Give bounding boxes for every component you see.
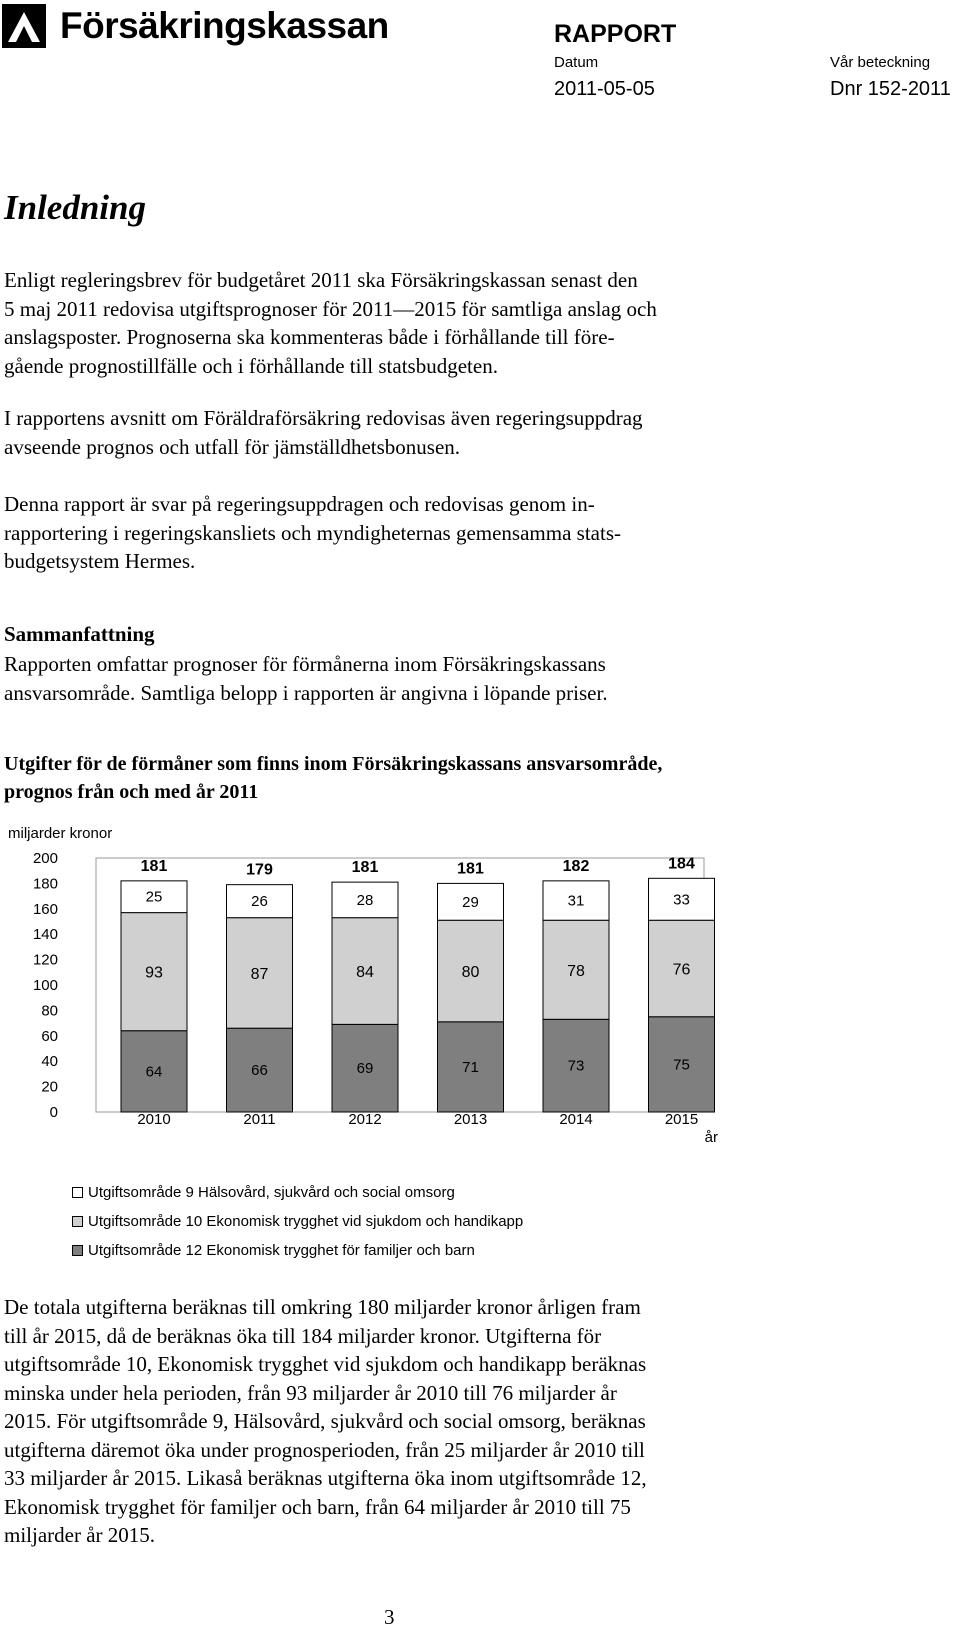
text-line: 33 miljarder år 2015. Likaså beräknas utgifterna öka inom utgiftsområde 12, xyxy=(4,1466,647,1490)
y-tick-label: 140 xyxy=(32,926,58,944)
bar-value-label: 71 xyxy=(462,1058,479,1076)
x-tick-label: 2015 xyxy=(664,1111,699,1128)
bar-total-label: 181 xyxy=(351,859,379,877)
chart-title-line: prognos från och med år 2011 xyxy=(4,781,259,803)
text-line: I rapportens avsnitt om Föräldraförsäkring redovisas även regeringsuppdrag xyxy=(4,406,643,430)
x-tick-label: 2010 xyxy=(137,1111,171,1128)
plot-area xyxy=(33,850,718,1146)
bar-value-label: 26 xyxy=(251,893,268,911)
bar-value-label: 75 xyxy=(673,1056,690,1074)
bar-value-label: 33 xyxy=(673,891,690,909)
text-line: Denna rapport är svar på regeringsuppdragen och redovisas genom in- xyxy=(4,492,595,516)
y-tick-label: 200 xyxy=(32,850,58,867)
org-name: Försäkringskassan xyxy=(60,5,389,46)
bar-total-label: 182 xyxy=(562,857,590,875)
legend-item-uo12 xyxy=(72,1242,475,1259)
bar-value-label: 69 xyxy=(356,1060,374,1078)
bar-value-label: 87 xyxy=(250,965,269,983)
bar-value-label: 78 xyxy=(567,962,585,980)
y-tick-label: 100 xyxy=(32,977,58,994)
text-line: avseende prognos och utfall för jämställdhetsbonusen. xyxy=(4,434,461,459)
text-line: budgetsystem Hermes. xyxy=(4,549,196,573)
bar-total-label: 179 xyxy=(246,861,273,879)
legend-swatch xyxy=(72,1216,83,1227)
text-line: 5 maj 2011 redovisa utgiftsprognoser för 2011—2015 för samtliga anslag och xyxy=(4,296,657,321)
bar-total-label: 181 xyxy=(457,860,484,878)
bar-total-label: 181 xyxy=(140,857,168,875)
date-label: Datum xyxy=(554,54,599,71)
bar-value-label: 64 xyxy=(145,1063,163,1081)
text-line: De totala utgifterna beräknas till omkring 180 miljarder kronor årligen fram xyxy=(4,1295,641,1319)
legend-label: Utgiftsområde 9 Hälsovård, sjukvård och social omsorg xyxy=(88,1184,455,1201)
text-line: minska under hela perioden, från 93 miljarder år 2010 till 76 miljarder år xyxy=(4,1380,617,1405)
intro-paragraph-3 xyxy=(4,490,794,576)
section-heading-sammanfattning: Sammanfattning xyxy=(4,622,155,646)
text-line: anslagsposter. Prognoserna ska kommenteras både i förhållande till före- xyxy=(4,325,615,349)
date-value: 2011-05-05 xyxy=(554,78,655,100)
bar-value-label: 66 xyxy=(251,1062,268,1080)
bar-total-label: 184 xyxy=(668,855,695,873)
legend-label: Utgiftsområde 12 Ekonomisk trygghet för familjer och barn xyxy=(88,1242,475,1259)
text-line: till år 2015, då de beräknas öka till 184 miljarder kronor. Utgifterna för xyxy=(4,1323,602,1348)
legend-swatch xyxy=(72,1245,83,1256)
document-type: RAPPORT xyxy=(554,20,677,48)
y-axis-label: miljarder kronor xyxy=(8,825,113,842)
y-tick-label: 120 xyxy=(32,951,58,969)
text-line: 2015. För utgiftsområde 9, Hälsovård, sjukvård och social omsorg, beräknas xyxy=(4,1409,646,1433)
text-line: Rapporten omfattar prognoser för förmånerna inom Försäkringskassans xyxy=(4,652,606,676)
reference-value: Dnr 152-2011 xyxy=(830,78,951,100)
x-tick-label: 2012 xyxy=(348,1111,382,1128)
x-tick-label: 2013 xyxy=(453,1111,488,1128)
bar-value-label: 73 xyxy=(567,1057,585,1075)
text-line: Enligt regleringsbrev för budgetåret 2011 ska Försäkringskassan senast den xyxy=(4,268,638,292)
summary-paragraph-2 xyxy=(4,1293,794,1550)
text-line: ansvarsområde. Samtliga belopp i rapporten är angivna i löpande priser. xyxy=(4,680,608,705)
text-line: rapportering i regeringskansliets och myndigheternas gemensamma stats- xyxy=(4,520,621,545)
x-tick-label: 2014 xyxy=(559,1111,593,1128)
x-tick-label: 2011 xyxy=(243,1111,276,1128)
y-tick-label: 160 xyxy=(32,900,58,918)
legend-item-uo10 xyxy=(72,1213,523,1230)
y-tick-label: 180 xyxy=(32,875,58,893)
bar-value-label: 93 xyxy=(145,964,163,982)
bar-value-label: 25 xyxy=(145,888,163,906)
x-axis-label: år xyxy=(704,1129,718,1146)
reference-label: Vår beteckning xyxy=(830,54,931,71)
section-heading-inledning: Inledning xyxy=(4,188,146,227)
bar-value-label: 28 xyxy=(356,891,374,909)
text-line: Ekonomisk trygghet för familjer och barn, från 64 miljarder år 2010 till 75 xyxy=(4,1494,631,1519)
logo-mark-icon xyxy=(2,4,46,48)
y-tick-label: 20 xyxy=(41,1078,58,1096)
y-tick-label: 40 xyxy=(41,1053,58,1071)
y-tick-label: 0 xyxy=(49,1104,58,1121)
text-line: gående prognostillfälle och i förhållande till statsbudgeten. xyxy=(4,353,498,378)
bar-value-label: 31 xyxy=(567,892,585,910)
text-line: utgifterna däremot öka under prognosperioden, från 25 miljarder år 2010 till xyxy=(4,1437,645,1462)
text-line: utgiftsområde 10, Ekonomisk trygghet vid sjukdom och handikapp beräknas xyxy=(4,1352,647,1376)
intro-paragraph-2 xyxy=(4,404,794,461)
chart-title xyxy=(4,750,662,806)
bar-value-label: 84 xyxy=(356,964,374,982)
chart-title-line: Utgifter för de förmåner som finns inom Försäkringskassans ansvarsområde, xyxy=(4,753,663,775)
bar-value-label: 29 xyxy=(462,893,479,911)
org-logo xyxy=(2,2,389,50)
legend-swatch xyxy=(72,1187,83,1198)
y-tick-label: 60 xyxy=(41,1027,58,1045)
summary-paragraph-1 xyxy=(4,650,794,707)
y-tick-label: 80 xyxy=(41,1002,58,1020)
text-line: miljarder år 2015. xyxy=(4,1523,156,1547)
stacked-bar-chart xyxy=(0,820,720,1150)
bar-value-label: 76 xyxy=(672,961,691,979)
intro-paragraph-1 xyxy=(4,266,794,380)
page-number: 3 xyxy=(384,1605,395,1629)
legend-item-uo9 xyxy=(72,1184,455,1201)
legend-label: Utgiftsområde 10 Ekonomisk trygghet vid sjukdom och handikapp xyxy=(88,1213,524,1230)
bar-value-label: 80 xyxy=(461,964,480,982)
